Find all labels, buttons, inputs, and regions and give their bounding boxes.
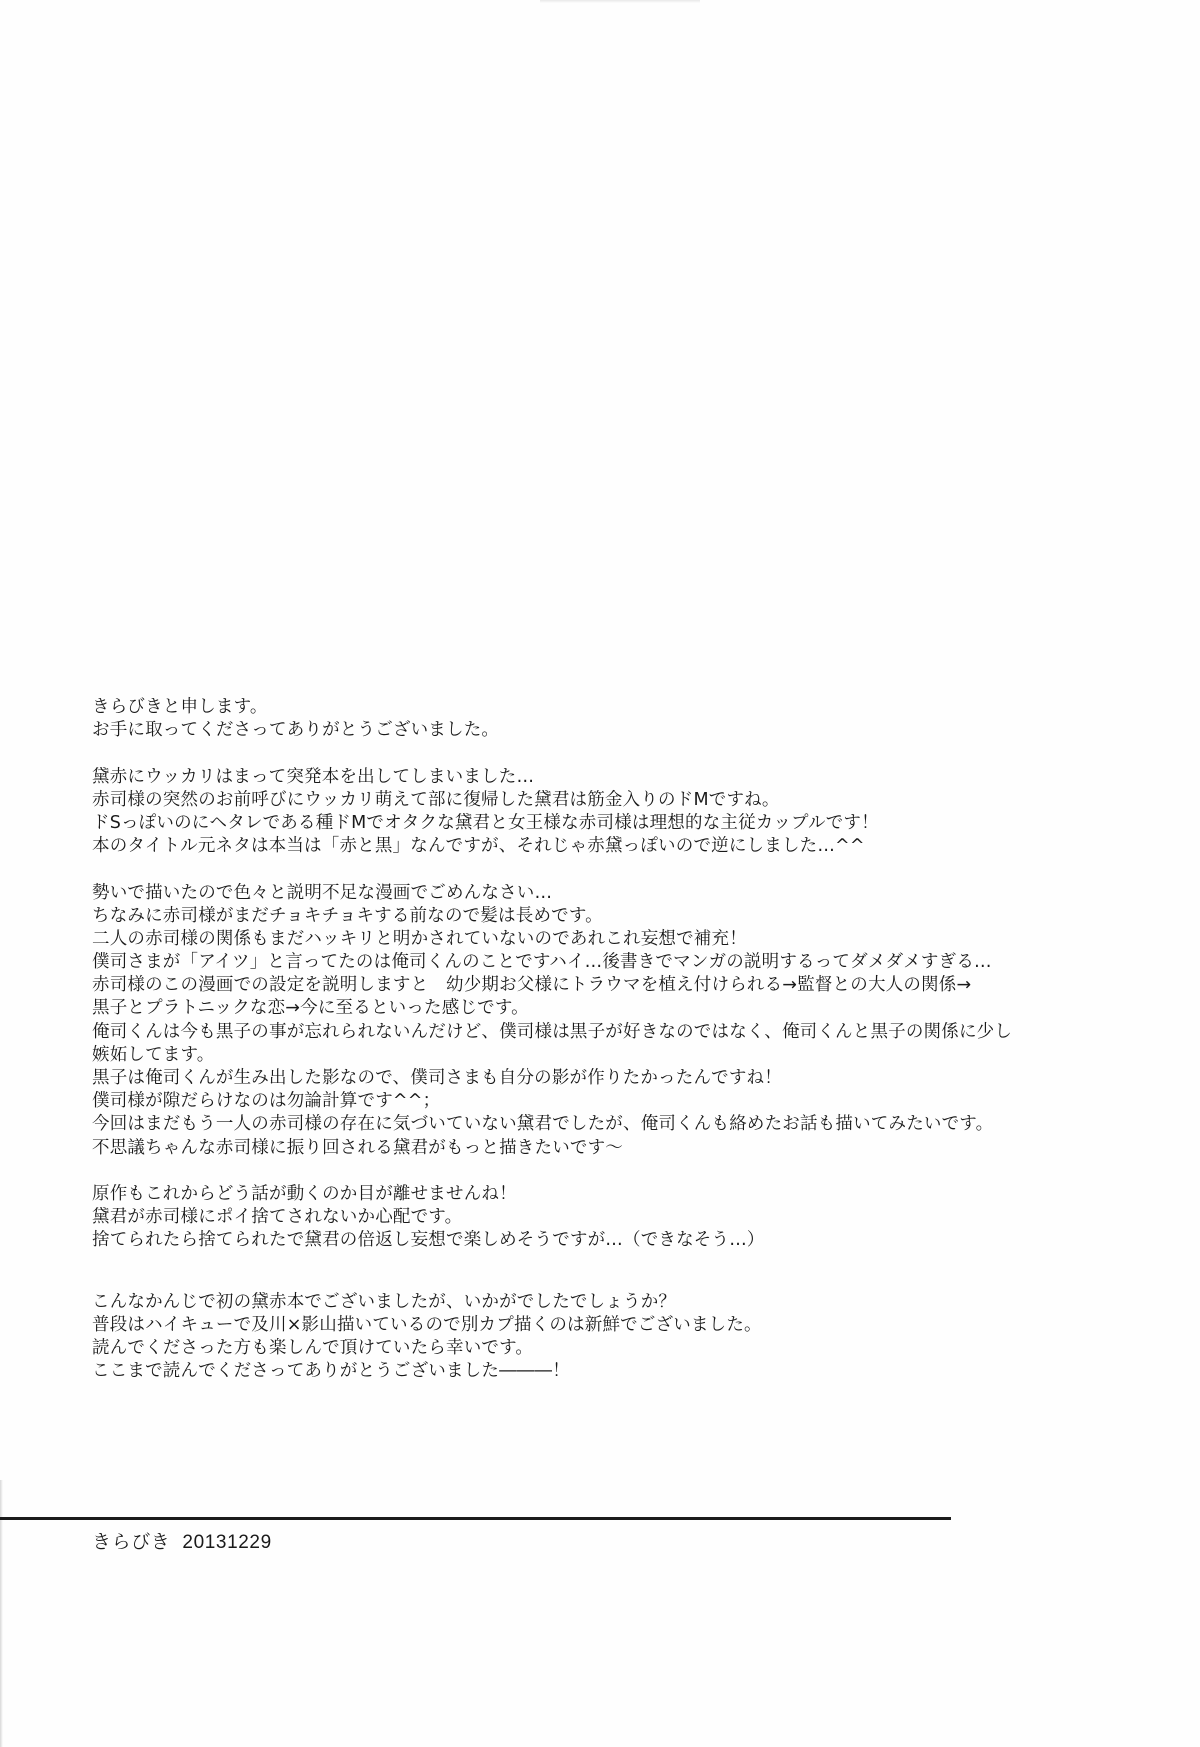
paragraph-spacer	[92, 858, 1152, 881]
text-line: こんなかんじで初の黛赤本でございましたが、いかがでしたでしょうか？	[92, 1291, 677, 1312]
paragraph-spacer	[92, 742, 1152, 765]
text-line: きらびきと申します。	[92, 697, 268, 717]
signature	[92, 1531, 272, 1555]
text-line: ちなみに赤司様がまだチョキチョキする前なので髪は長めです。	[92, 905, 603, 926]
text-line: 本のタイトル元ネタは本当は「赤と黒」なんですが、それじゃ赤黛っぽいので逆にしました…^^	[92, 836, 865, 857]
text-line: 勢いで描いたので色々と説明不足な漫画でごめんなさい…	[92, 882, 553, 903]
afterword-paragraph-greeting	[92, 696, 1152, 742]
afterword-paragraph-intro	[92, 766, 1152, 859]
text-line: 黒子は俺司くんが生み出した影なので、僕司さまも自分の影が作りたかったんですね！	[92, 1068, 782, 1088]
paragraph-spacer	[92, 1253, 1152, 1291]
text-line: ドSっぽいのにヘタレである種ドMでオタクな黛君と女王様な赤司様は理想的な主従カップルです！	[92, 812, 879, 833]
afterword-paragraph-canon	[92, 1183, 1152, 1253]
text-line: 嫉妬してます。	[92, 1044, 215, 1065]
text-line: 黒子とプラトニックな恋→今に至るといった感じです。	[92, 998, 529, 1019]
text-line: 原作もこれからどう話が動くのか目が離せませんね！	[92, 1183, 517, 1204]
afterword-body	[92, 696, 1152, 1383]
afterword-paragraph-explanation	[92, 882, 1152, 1160]
text-line: 黛君が赤司様にポイ捨てされないか心配です。	[92, 1207, 463, 1228]
text-line: 読んでくださった方も楽しんで頂けていたら幸いです。	[92, 1337, 534, 1358]
text-line: 俺司くんは今も黒子の事が忘れられないんだけど、僕司様は黒子が好きなのではなく、俺司くんと黒子の関係に少し	[92, 1021, 1013, 1042]
text-line: 今回はまだもう一人の赤司様の存在に気づいていない黛君でしたが、俺司くんも絡めたお話も描いてみたいです。	[92, 1114, 994, 1135]
text-line: 赤司様の突然のお前呼びにウッカリ萌えて部に復帰した黛君は筋金入りのドMですね。	[92, 789, 780, 810]
text-line: 不思議ちゃんな赤司様に振り回される黛君がもっと描きたいです～	[92, 1137, 623, 1158]
text-line: 捨てられたら捨てられたで黛君の倍返し妄想で楽しめそうですが…（できなそう…）	[92, 1230, 765, 1251]
text-line: 黛赤にウッカリはまって突発本を出してしまいました…	[92, 766, 535, 787]
horizontal-divider	[0, 1517, 951, 1520]
signature-author: きらびき	[92, 1532, 171, 1553]
scan-edge-shadow	[540, 0, 700, 3]
text-line: ここまで読んでくださってありがとうございました―――！	[92, 1361, 570, 1382]
paragraph-spacer	[92, 1160, 1152, 1183]
signature-date: 20131229	[182, 1532, 272, 1553]
text-line: 普段はハイキューで及川×影山描いているので別カプ描くのは新鮮でございました。	[92, 1314, 762, 1335]
text-line: お手に取ってくださってありがとうございました。	[92, 720, 500, 741]
text-line: 二人の赤司様の関係もまだハッキリと明かされていないのであれこれ妄想で補充！	[92, 928, 747, 949]
text-line: 僕司さまが「アイツ」と言ってたのは俺司くんのことですハイ…後書きでマンガの説明するってダメダメすぎる…	[92, 952, 992, 973]
text-line: 赤司様のこの漫画での設定を説明しますと 幼少期お父様にトラウマを植え付けられる→監督との大人の関係→	[92, 975, 972, 996]
scan-edge-shadow	[0, 1480, 3, 1747]
afterword-paragraph-closing	[92, 1291, 1152, 1384]
text-line: 僕司様が隙だらけなのは勿論計算です^^；	[92, 1091, 441, 1112]
